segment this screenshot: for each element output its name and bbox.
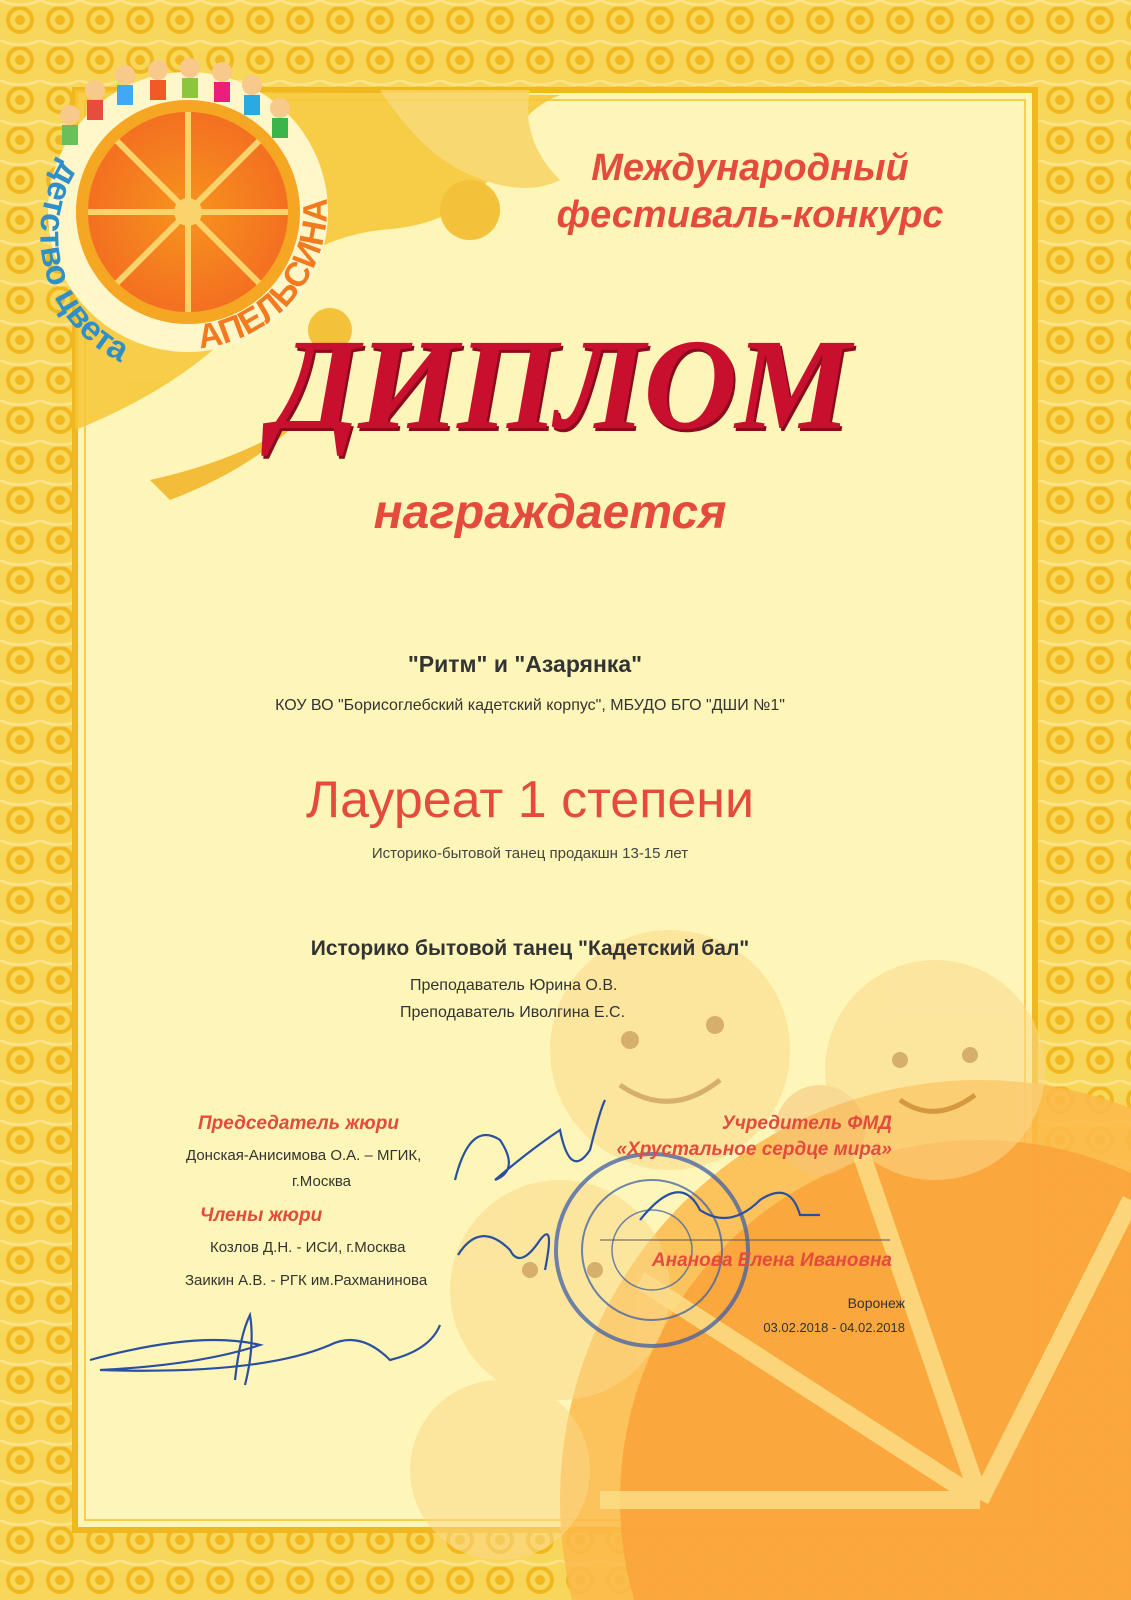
awarded-text: награждается xyxy=(373,486,727,539)
recipient-name: "Ритм" и "Азарянка" xyxy=(407,651,643,677)
jury-member-1: Козлов Д.Н. - ИСИ, г.Москва xyxy=(210,1239,406,1256)
award-category: Историко-бытовой танец продакшн 13-15 лет xyxy=(371,845,689,862)
svg-text:детство цвета xyxy=(32,156,136,370)
teacher-1: Преподаватель Юрина О.В. xyxy=(410,977,618,994)
founder-name: Ананова Елена Ивановна xyxy=(651,1250,892,1271)
event-city: Воронеж xyxy=(847,1295,905,1311)
jury-member-2: Заикин А.В. - РГК им.Рахманинова xyxy=(185,1272,428,1289)
jury-members-label: Члены жюри xyxy=(200,1205,323,1226)
logo-text-orange: АПЕЛЬСИНА xyxy=(194,197,335,357)
event-dates: 03.02.2018 - 04.02.2018 xyxy=(763,1320,905,1335)
jury-chair-city: г.Москва xyxy=(292,1173,352,1190)
performance-title: Историко бытовой танец "Кадетский бал" xyxy=(310,937,750,960)
festival-title-line2: фестиваль-конкурс xyxy=(556,194,944,236)
award-title: Лауреат 1 степени xyxy=(305,771,755,829)
founder-label: Учредитель ФМД xyxy=(721,1113,892,1134)
teacher-2: Преподаватель Иволгина Е.С. xyxy=(400,1004,626,1021)
jury-chair-label: Председатель жюри xyxy=(198,1113,399,1134)
founder-organization: «Хрустальное сердце мира» xyxy=(616,1139,892,1160)
diploma-title: ДИПЛОМ xyxy=(271,313,849,457)
jury-chair-name: Донская-Анисимова О.А. – МГИК, xyxy=(186,1147,422,1164)
recipient-organization: КОУ ВО "Борисоглебский кадетский корпус", МБУДО БГО "ДШИ №1" xyxy=(275,697,785,714)
festival-title-line1: Международный xyxy=(591,147,909,189)
logo-text-childhood: детство цвета xyxy=(32,155,136,370)
